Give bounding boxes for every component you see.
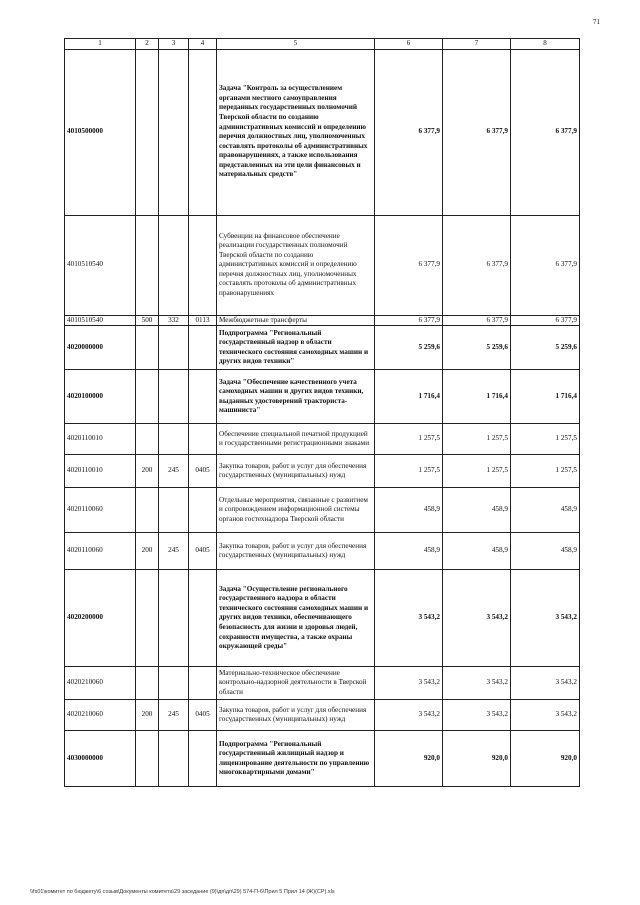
description-cell: Закупка товаров, работ и услуг для обеспечения государственных (муниципальных) нужд xyxy=(217,700,375,731)
amount-cell-2017: 5 259,6 xyxy=(375,326,443,370)
expense-type-cell: 0113 xyxy=(189,315,217,326)
section-cell xyxy=(136,424,159,455)
header-cell: 5 xyxy=(217,39,375,50)
amount-cell-2019: 3 543,2 xyxy=(511,570,580,667)
description-cell: Материально-техническое обеспечение контрольно-надзорной деятельности в Тверской области xyxy=(217,667,375,700)
table-row xyxy=(65,667,580,700)
amount-cell-2017: 458,9 xyxy=(375,533,443,570)
page-number: 71 xyxy=(593,18,600,26)
amount-cell-2017: 6 377,9 xyxy=(375,215,443,315)
table-row xyxy=(65,370,580,424)
description-cell: Субвенции на финансовое обеспечение реализации государственных полномочий Тверской области по созданию административных комиссий и определению перечня должностных лиц, уполномоченных составлять протоколы об административных правонарушениях xyxy=(217,215,375,315)
amount-cell-2018: 5 259,6 xyxy=(443,326,511,370)
section-cell xyxy=(136,215,159,315)
expense-type-cell xyxy=(189,326,217,370)
amount-cell-2019: 6 377,9 xyxy=(511,315,580,326)
section-cell xyxy=(136,49,159,215)
header-cell: 6 xyxy=(375,39,443,50)
header-cell: 8 xyxy=(511,39,580,50)
description-cell: Закупка товаров, работ и услуг для обеспечения государственных (муниципальных) нужд xyxy=(217,533,375,570)
amount-cell-2018: 458,9 xyxy=(443,488,511,533)
subsection-cell: 245 xyxy=(159,700,189,731)
amount-cell-2017: 6 377,9 xyxy=(375,49,443,215)
code-cell: 4020110010 xyxy=(65,424,136,455)
amount-cell-2019: 458,9 xyxy=(511,488,580,533)
header-cell: 4 xyxy=(189,39,217,50)
description-cell: Межбюджетные трансферты xyxy=(217,315,375,326)
expense-type-cell xyxy=(189,488,217,533)
table-row xyxy=(65,570,580,667)
amount-cell-2018: 1 257,5 xyxy=(443,424,511,455)
header-cell: 7 xyxy=(443,39,511,50)
section-cell xyxy=(136,370,159,424)
amount-cell-2019: 1 716,4 xyxy=(511,370,580,424)
section-cell: 200 xyxy=(136,533,159,570)
description-cell: Задача "Обеспечение качественного учета самоходных машин и других видов техники, выданных удостоверений тракториста-машиниста" xyxy=(217,370,375,424)
code-cell: 4020110060 xyxy=(65,533,136,570)
amount-cell-2018: 3 543,2 xyxy=(443,667,511,700)
expense-type-cell xyxy=(189,49,217,215)
expense-type-cell xyxy=(189,215,217,315)
amount-cell-2019: 6 377,9 xyxy=(511,49,580,215)
amount-cell-2017: 3 543,2 xyxy=(375,700,443,731)
amount-cell-2018: 6 377,9 xyxy=(443,49,511,215)
subsection-cell xyxy=(159,326,189,370)
amount-cell-2019: 458,9 xyxy=(511,533,580,570)
subsection-cell: 245 xyxy=(159,533,189,570)
section-cell xyxy=(136,326,159,370)
table-row xyxy=(65,455,580,488)
amount-cell-2017: 1 716,4 xyxy=(375,370,443,424)
section-cell xyxy=(136,570,159,667)
amount-cell-2017: 6 377,9 xyxy=(375,315,443,326)
amount-cell-2019: 1 257,5 xyxy=(511,455,580,488)
description-cell: Задача "Контроль за осуществлением органами местного самоуправления переданных государственных полномочий Тверской области по созданию административных комиссий и определению перечня должностных лиц, уполномоченных составлять протоколы об административных правонарушениях, а также использования представленных на эти цели финансовых и материальных средств" xyxy=(217,49,375,215)
header-row xyxy=(65,39,580,50)
amount-cell-2017: 1 257,5 xyxy=(375,455,443,488)
table-row xyxy=(65,424,580,455)
description-cell: Задача "Осуществление регионального государственного надзора в области технического состояния самоходных машин и других видов техники, обеспечивающего безопасность для жизни и здоровья людей, сохранности имущества, а также охраны окружающей среды" xyxy=(217,570,375,667)
expense-type-cell: 0405 xyxy=(189,455,217,488)
header-cell: 1 xyxy=(65,39,136,50)
section-cell xyxy=(136,667,159,700)
expense-type-cell: 0405 xyxy=(189,700,217,731)
section-cell xyxy=(136,731,159,787)
amount-cell-2019: 1 257,5 xyxy=(511,424,580,455)
code-cell: 4020100000 xyxy=(65,370,136,424)
amount-cell-2018: 1 257,5 xyxy=(443,455,511,488)
table-row xyxy=(65,215,580,315)
expense-type-cell xyxy=(189,731,217,787)
amount-cell-2018: 920,0 xyxy=(443,731,511,787)
code-cell: 4020210060 xyxy=(65,700,136,731)
code-cell: 4010510540 xyxy=(65,215,136,315)
table-row xyxy=(65,700,580,731)
code-cell: 4020210060 xyxy=(65,667,136,700)
amount-cell-2018: 6 377,9 xyxy=(443,315,511,326)
section-cell: 500 xyxy=(136,315,159,326)
description-cell: Подпрограмма "Региональный государственный надзор в области технического состояния самоходных машин и других видов техники" xyxy=(217,326,375,370)
amount-cell-2019: 3 543,2 xyxy=(511,667,580,700)
header-cell: 3 xyxy=(159,39,189,50)
section-cell: 200 xyxy=(136,455,159,488)
file-path-footer: \\fs01\комитет по бюджету\6 созыв\Документы комитета\29 заседание (9)\дп\дп\29) 574-П-6\Прил 5 Прил 14 (Ж)(СР).xls xyxy=(30,889,335,895)
subsection-cell xyxy=(159,215,189,315)
subsection-cell xyxy=(159,570,189,667)
code-cell: 4010500000 xyxy=(65,49,136,215)
amount-cell-2017: 920,0 xyxy=(375,731,443,787)
code-cell: 4020110060 xyxy=(65,488,136,533)
amount-cell-2018: 6 377,9 xyxy=(443,215,511,315)
subsection-cell: 245 xyxy=(159,455,189,488)
amount-cell-2017: 3 543,2 xyxy=(375,570,443,667)
amount-cell-2019: 3 543,2 xyxy=(511,700,580,731)
subsection-cell xyxy=(159,731,189,787)
code-cell: 4020200000 xyxy=(65,570,136,667)
amount-cell-2018: 1 716,4 xyxy=(443,370,511,424)
table-row xyxy=(65,731,580,787)
subsection-cell xyxy=(159,370,189,424)
table-row xyxy=(65,326,580,370)
subsection-cell: 332 xyxy=(159,315,189,326)
amount-cell-2017: 3 543,2 xyxy=(375,667,443,700)
expense-type-cell xyxy=(189,424,217,455)
subsection-cell xyxy=(159,488,189,533)
description-cell: Обеспечение специальной печатной продукцией и государственными регистрационными знаками xyxy=(217,424,375,455)
expense-type-cell xyxy=(189,667,217,700)
table-row xyxy=(65,49,580,215)
header-cell: 2 xyxy=(136,39,159,50)
section-cell: 200 xyxy=(136,700,159,731)
expense-type-cell xyxy=(189,370,217,424)
code-cell: 4020000000 xyxy=(65,326,136,370)
table-body xyxy=(65,39,580,787)
amount-cell-2019: 920,0 xyxy=(511,731,580,787)
table-row xyxy=(65,533,580,570)
budget-table xyxy=(64,38,580,787)
amount-cell-2019: 6 377,9 xyxy=(511,215,580,315)
amount-cell-2018: 458,9 xyxy=(443,533,511,570)
description-cell: Отдельные мероприятия, связанные с развитием и сопровождением информационной системы органов гостехнадзора Тверской области xyxy=(217,488,375,533)
code-cell: 4020110010 xyxy=(65,455,136,488)
table-row xyxy=(65,488,580,533)
code-cell: 4010510540 xyxy=(65,315,136,326)
subsection-cell xyxy=(159,667,189,700)
description-cell: Подпрограмма "Региональный государственный жилищный надзор и лицензирование деятельности по управлению многоквартирными домами" xyxy=(217,731,375,787)
subsection-cell xyxy=(159,424,189,455)
description-cell: Закупка товаров, работ и услуг для обеспечения государственных (муниципальных) нужд xyxy=(217,455,375,488)
subsection-cell xyxy=(159,49,189,215)
section-cell xyxy=(136,488,159,533)
amount-cell-2018: 3 543,2 xyxy=(443,700,511,731)
expense-type-cell xyxy=(189,570,217,667)
expense-type-cell: 0405 xyxy=(189,533,217,570)
amount-cell-2019: 5 259,6 xyxy=(511,326,580,370)
table-row xyxy=(65,315,580,326)
code-cell: 4030000000 xyxy=(65,731,136,787)
amount-cell-2017: 1 257,5 xyxy=(375,424,443,455)
amount-cell-2018: 3 543,2 xyxy=(443,570,511,667)
amount-cell-2017: 458,9 xyxy=(375,488,443,533)
